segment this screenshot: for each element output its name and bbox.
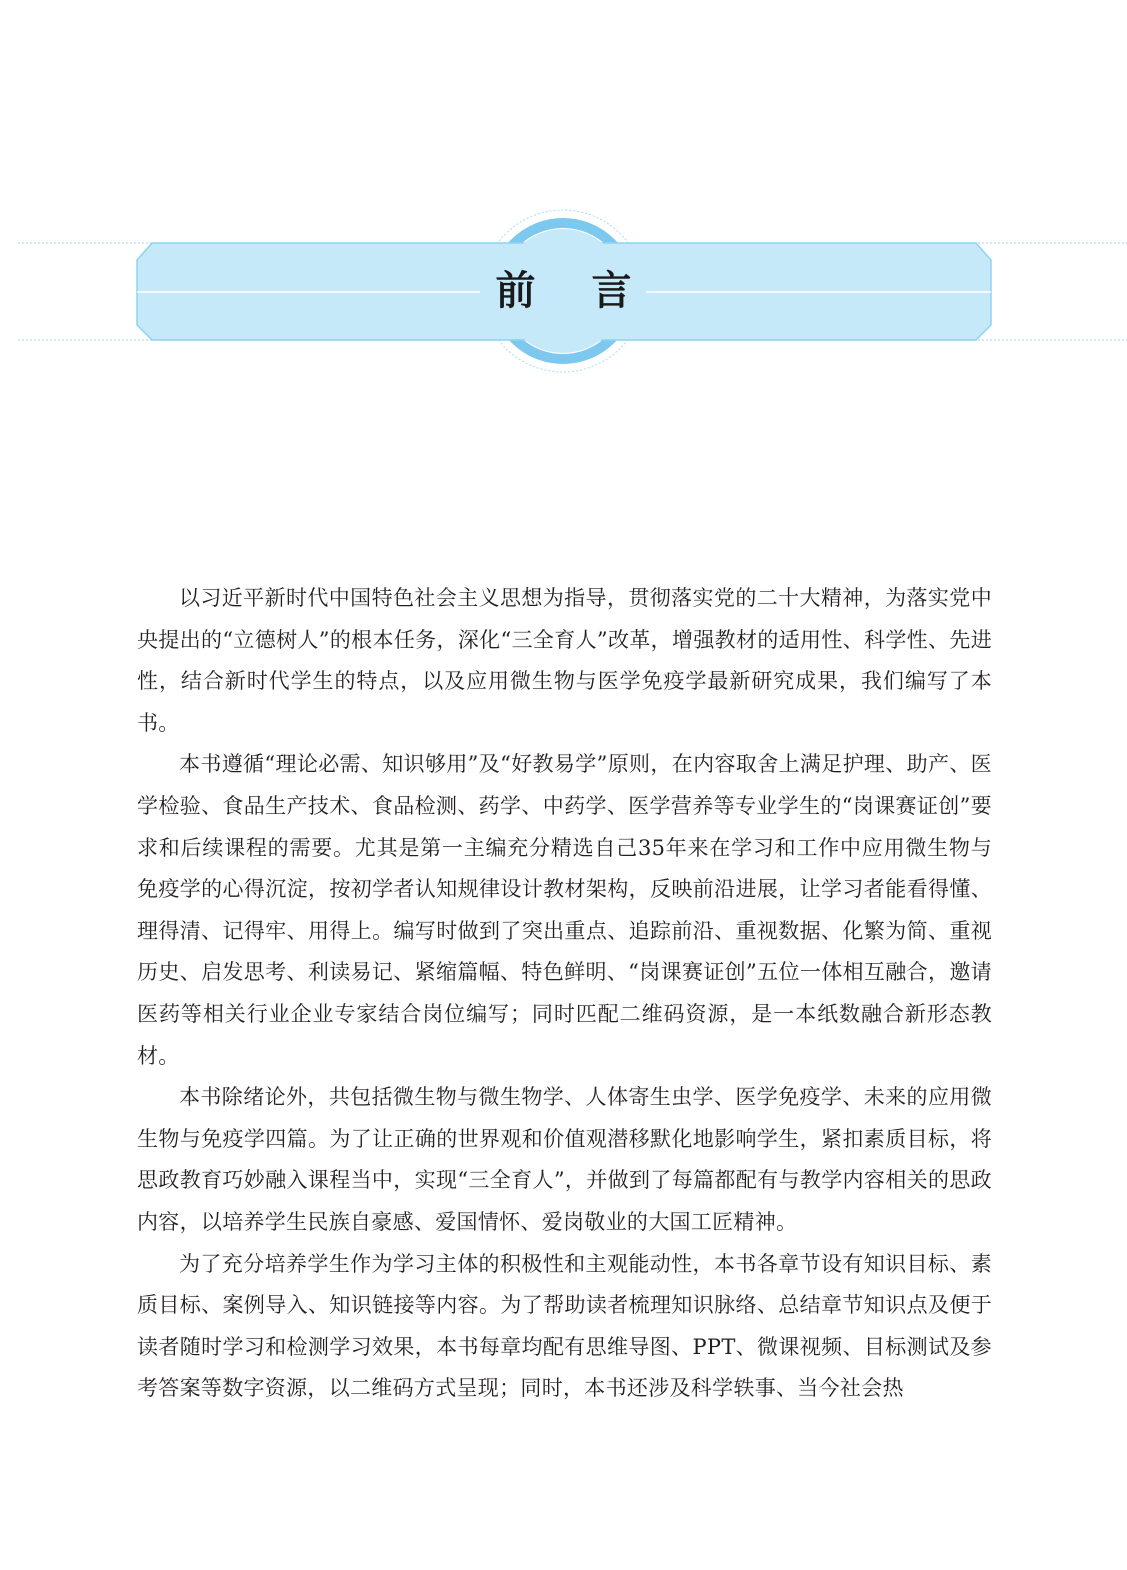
paragraph-4: 为了充分培养学生作为学习主体的积极性和主观能动性，本书各章节设有知识目标、素质目标、案例导入、知识链接等内容。为了帮助读者梳理知识脉络、总结章节知识点及便于读者随时学习和检测学习效果，本书每章均配有思维导图、PPT、微课视频、目标测试及参考答案等数字资源，以二维码方式呈现；同时，本书还涉及科学轶事、当今社会热 bbox=[137, 1251, 992, 1401]
paragraph-3: 本书除绪论外，共包括微生物与微生物学、人体寄生虫学、医学免疫学、未来的应用微生物与免疫学四篇。为了让正确的世界观和价值观潜移默化地影响学生，紧扣素质目标，将思政教育巧妙融入课程当中，实现“三全育人”，并做到了每篇都配有与教学内容相关的思政内容，以培养学生民族自豪感、爱国情怀、爱岗敬业的大国工匠精神。 bbox=[137, 1085, 992, 1234]
chapter-header-banner bbox=[0, 205, 1127, 380]
paragraph-2: 本书遵循“理论必需、知识够用”及“好教易学”原则，在内容取舍上满足护理、助产、医学检验、食品生产技术、食品检测、药学、中药学、医学营养等专业学生的“岗课赛证创”要求和后续课程的需要。尤其是第一主编充分精选自己35年来在学习和工作中应用微生物与免疫学的心得沉淀，按初学者认知规律设计教材架构，反映前沿进展，让学习者能看得懂、理得清、记得牢、用得上。编写时做到了突出重点、追踪前沿、重视数据、化繁为简、重视历史、启发思考、利读易记、紧缩篇幅、特色鲜明、“岗课赛证创”五位一体相互融合，邀请医药等相关行业企业专家结合岗位编写；同时匹配二维码资源，是一本纸数融合新形态教材。 bbox=[137, 752, 992, 1068]
preface-body bbox=[137, 578, 992, 1410]
paragraph-1: 以习近平新时代中国特色社会主义思想为指导，贯彻落实党的二十大精神，为落实党中央提出的“立德树人”的根本任务，深化“三全育人”改革，增强教材的适用性、科学性、先进性，结合新时代学生的特点，以及应用微生物与医学免疫学最新研究成果，我们编写了本书。 bbox=[137, 586, 992, 735]
page-title: 前言 bbox=[495, 267, 688, 314]
